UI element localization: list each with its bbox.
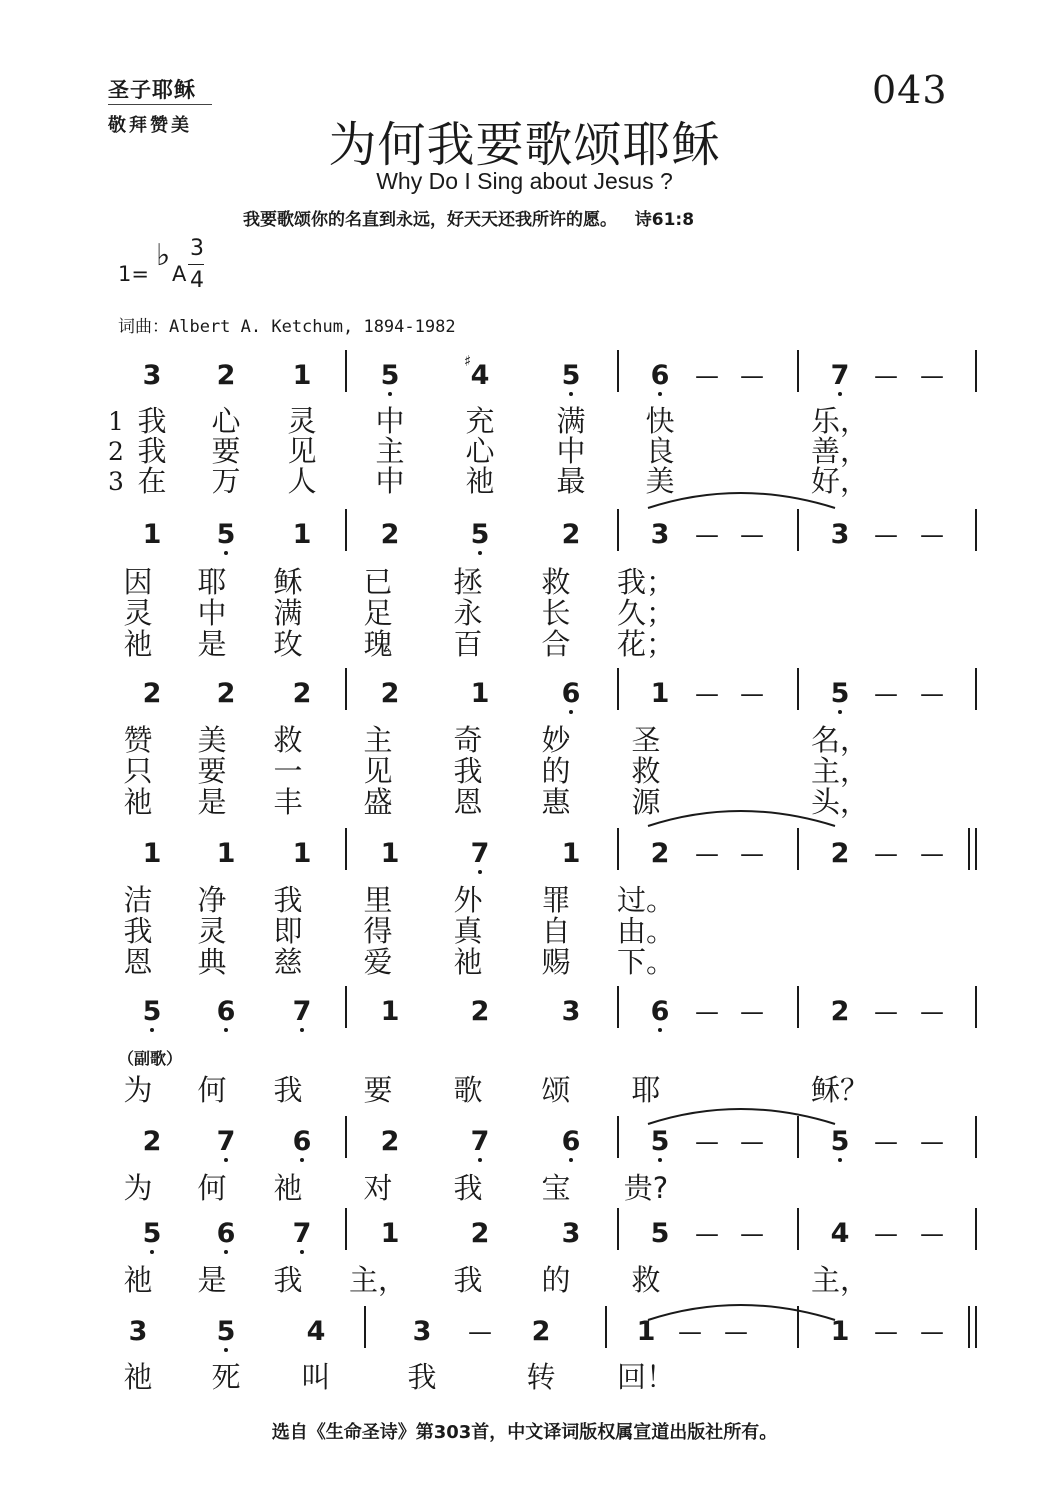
lyric-syllable: 中 [556, 434, 586, 468]
slur-arc [648, 493, 835, 508]
lyric-syllable: 为 [123, 1171, 153, 1205]
lyric-syllable: 净 [197, 883, 227, 917]
lyric-syllable: 由。 [616, 914, 676, 948]
note-numeral: 2 [561, 519, 581, 550]
note-numeral: 2 [216, 360, 236, 391]
sustain-dash: — [678, 1318, 702, 1346]
note-numeral: 7 [216, 1126, 236, 1157]
note-numeral: 2 [650, 838, 670, 869]
lyric-syllable: 源 [631, 785, 661, 819]
note-numeral: 6 [561, 678, 581, 709]
sustain-dash: — [920, 840, 944, 868]
sustain-dash: — [740, 521, 764, 549]
lyric-syllable: 在 [137, 464, 167, 498]
lyric-syllable: 典 [197, 945, 227, 979]
note-numeral: 6 [561, 1126, 581, 1157]
lyric-syllable: 主 [363, 723, 393, 757]
note-numeral: 6 [650, 360, 670, 391]
lyric-syllable: 我 [453, 754, 483, 788]
lyric-syllable: 贵? [623, 1171, 669, 1205]
time-signature-bottom: 4 [190, 268, 204, 293]
note-numeral: 1 [216, 838, 236, 869]
lyric-syllable: 祂 [123, 627, 153, 661]
lyric-syllable: 主， [810, 1263, 870, 1297]
note-numeral: 3 [128, 1316, 148, 1347]
note-numeral: 2 [380, 519, 400, 550]
lyric-syllable: 是 [197, 1263, 227, 1297]
lyric-syllable: 长 [541, 596, 571, 630]
note-numeral: 7 [292, 996, 312, 1027]
note-numeral: 5 [830, 1126, 850, 1157]
note-numeral: 1 [470, 678, 490, 709]
sustain-dash: — [740, 1128, 764, 1156]
key-prefix: 1= [118, 262, 149, 286]
lyric-syllable: 救 [273, 723, 303, 757]
note-numeral: 6 [216, 1218, 236, 1249]
note-numeral: 5 [216, 519, 236, 550]
sustain-dash: — [874, 680, 898, 708]
lyric-syllable: 对 [363, 1171, 393, 1205]
lyric-syllable: 灵 [197, 914, 227, 948]
lyric-syllable: 圣 [631, 723, 661, 757]
lyric-syllable: 我 [123, 914, 153, 948]
lyric-syllable: 洁 [123, 883, 153, 917]
slur-arc [648, 1109, 835, 1124]
note-numeral: 7 [830, 360, 850, 391]
lyric-syllable: 恩 [453, 785, 483, 819]
sustain-dash: — [920, 362, 944, 390]
lyric-syllable: 我 [453, 1263, 483, 1297]
lyric-syllable: 名， [810, 723, 870, 757]
note-numeral: 5 [380, 360, 400, 391]
footer-copyright: 选自《生命圣诗》第303首，中文译词版权属宣道出版社所有。 [271, 1422, 778, 1443]
lyric-syllable: 为 [123, 1073, 153, 1107]
lyric-syllable: 心 [211, 404, 241, 438]
lyric-syllable: 玫 [273, 627, 303, 661]
sustain-dash: — [740, 998, 764, 1026]
note-numeral: 3 [561, 996, 581, 1027]
lyric-syllable: 过。 [616, 883, 676, 917]
note-numeral: 2 [470, 1218, 490, 1249]
lyric-syllable: 颂 [541, 1073, 571, 1107]
lyric-syllable: 何 [197, 1171, 227, 1205]
sustain-dash: — [695, 840, 719, 868]
lyric-syllable: 满 [556, 404, 586, 438]
lyric-syllable: 瑰 [363, 627, 393, 661]
verse-number: 1 [108, 407, 124, 436]
lyric-syllable: 头， [810, 785, 870, 819]
time-signature-top: 3 [190, 236, 204, 261]
note-numeral: 6 [216, 996, 236, 1027]
note-numeral: 1 [650, 678, 670, 709]
english-title: Why Do I Sing about Jesus ? [376, 168, 673, 194]
sustain-dash: — [874, 362, 898, 390]
lyric-syllable: 歌 [453, 1073, 483, 1107]
lyric-syllable: 转 [526, 1360, 556, 1394]
lyric-syllable: 人 [287, 464, 317, 498]
note-numeral: 2 [470, 996, 490, 1027]
sustain-dash: — [874, 998, 898, 1026]
note-numeral: 1 [380, 996, 400, 1027]
lyric-syllable: 灵 [287, 404, 317, 438]
sustain-dash: — [920, 680, 944, 708]
note-numeral: 5 [216, 1316, 236, 1347]
lyric-syllable: 妙 [541, 723, 571, 757]
lyric-syllable: 我 [407, 1360, 437, 1394]
lyric-syllable: 百 [453, 627, 483, 661]
lyric-syllable: 死 [211, 1360, 241, 1394]
sustain-dash: — [920, 1128, 944, 1156]
lyric-syllable: 宝 [541, 1171, 571, 1205]
lyric-syllable: 心 [465, 434, 495, 468]
sustain-dash: — [920, 1318, 944, 1346]
sustain-dash: — [740, 1220, 764, 1248]
lyric-syllable: 救 [631, 754, 661, 788]
chorus-label: （副歌） [118, 1049, 183, 1068]
lyric-syllable: 要 [363, 1073, 393, 1107]
note-numeral: 7 [292, 1218, 312, 1249]
lyric-syllable: 要 [211, 434, 241, 468]
lyric-syllable: 赞 [123, 723, 153, 757]
note-numeral: 5 [142, 1218, 162, 1249]
note-numeral: 2 [830, 996, 850, 1027]
lyric-syllable: 我 [273, 883, 303, 917]
note-numeral: 2 [142, 678, 162, 709]
sustain-dash: — [920, 998, 944, 1026]
lyric-syllable: 的 [541, 754, 571, 788]
sustain-dash: — [740, 362, 764, 390]
lyric-syllable: 因 [123, 565, 153, 599]
lyric-syllable: 我 [137, 404, 167, 438]
lyric-syllable: 赐 [541, 945, 571, 979]
lyric-syllable: 好， [810, 464, 870, 498]
note-numeral: 5 [561, 360, 581, 391]
lyric-syllable: 一 [273, 754, 303, 788]
sharp-sign: ♯ [464, 352, 472, 370]
lyric-syllable: 恩 [123, 945, 153, 979]
lyric-syllable: 万 [211, 464, 241, 498]
lyric-syllable: 主， [810, 754, 870, 788]
lyric-syllable: 乐， [810, 404, 870, 438]
lyric-syllable: 稣？ [810, 1073, 870, 1107]
lyric-syllable: 耶 [631, 1073, 661, 1107]
composer-credit: 词曲：Albert A. Ketchum, 1894-1982 [118, 317, 456, 337]
lyric-syllable: 即 [273, 914, 303, 948]
scripture-verse: 我要歌颂你的名直到永远，好天天还我所许的愿。 诗61:8 [243, 210, 695, 230]
sustain-dash: — [740, 680, 764, 708]
lyric-syllable: 祂 [273, 1171, 303, 1205]
lyric-syllable: 丰 [273, 785, 303, 819]
lyric-syllable: 是 [197, 627, 227, 661]
key-flat-sign: ♭ [156, 238, 171, 273]
note-numeral: 4 [306, 1316, 326, 1347]
sustain-dash: — [874, 521, 898, 549]
lyric-syllable: 充 [465, 404, 495, 438]
lyric-syllable: 的 [541, 1263, 571, 1297]
note-numeral: 4 [470, 360, 490, 391]
lyric-syllable: 祂 [453, 945, 483, 979]
note-numeral: 6 [650, 996, 670, 1027]
note-numeral: 1 [292, 519, 312, 550]
lyric-syllable: 主， [348, 1263, 408, 1297]
lyric-syllable: 中 [375, 404, 405, 438]
note-numeral: 2 [216, 678, 236, 709]
note-numeral: 1 [380, 1218, 400, 1249]
lyric-syllable: 善， [810, 434, 870, 468]
note-numeral: 5 [470, 519, 490, 550]
lyric-syllable: 何 [197, 1073, 227, 1107]
note-numeral: 1 [830, 1316, 850, 1347]
lyric-syllable: 要 [197, 754, 227, 788]
lyric-syllable: 惠 [541, 785, 571, 819]
lyric-syllable: 稣 [273, 565, 303, 599]
note-numeral: 3 [561, 1218, 581, 1249]
note-numeral: 5 [830, 678, 850, 709]
lyric-syllable: 下。 [616, 945, 676, 979]
note-numeral: 3 [650, 519, 670, 550]
lyric-syllable: 见 [287, 434, 317, 468]
sustain-dash: — [695, 521, 719, 549]
lyric-syllable: 得 [363, 914, 393, 948]
lyric-syllable: 祂 [123, 1263, 153, 1297]
lyric-syllable: 回！ [616, 1360, 676, 1394]
note-numeral: 2 [380, 678, 400, 709]
lyric-syllable: 花； [616, 627, 676, 661]
sustain-dash: — [695, 680, 719, 708]
note-numeral: 1 [561, 838, 581, 869]
lyric-syllable: 我 [453, 1171, 483, 1205]
hymn-number: 043 [872, 68, 948, 112]
note-numeral: 2 [830, 838, 850, 869]
key-letter: A [172, 262, 187, 286]
sustain-dash: — [874, 1318, 898, 1346]
lyric-syllable: 见 [363, 754, 393, 788]
sustain-dash: — [920, 521, 944, 549]
verse-number: 3 [108, 467, 124, 496]
note-numeral: 1 [636, 1316, 656, 1347]
lyric-syllable: 爱 [363, 945, 393, 979]
sustain-dash: — [874, 840, 898, 868]
lyric-syllable: 快 [645, 404, 675, 438]
lyric-syllable: 已 [363, 565, 393, 599]
note-numeral: 5 [650, 1126, 670, 1157]
lyric-syllable: 祂 [465, 464, 495, 498]
lyric-syllable: 足 [363, 596, 393, 630]
lyric-syllable: 外 [453, 883, 483, 917]
lyric-syllable: 盛 [363, 785, 393, 819]
note-numeral: 1 [142, 838, 162, 869]
sustain-dash: — [874, 1220, 898, 1248]
note-numeral: 5 [142, 996, 162, 1027]
slur-arc [648, 811, 835, 826]
lyric-syllable: 主 [375, 434, 405, 468]
note-numeral: 1 [292, 360, 312, 391]
lyric-syllable: 中 [197, 596, 227, 630]
note-numeral: 3 [830, 519, 850, 550]
sustain-dash: — [695, 1220, 719, 1248]
note-numeral: 7 [470, 838, 490, 869]
note-numeral: 3 [142, 360, 162, 391]
lyric-syllable: 我 [273, 1073, 303, 1107]
lyric-syllable: 只 [123, 754, 153, 788]
note-numeral: 2 [292, 678, 312, 709]
sustain-dash: — [695, 998, 719, 1026]
note-numeral: 2 [531, 1316, 551, 1347]
sustain-dash: — [920, 1220, 944, 1248]
lyric-syllable: 奇 [453, 723, 483, 757]
lyric-syllable: 我 [273, 1263, 303, 1297]
verse-number: 2 [108, 437, 124, 466]
lyric-syllable: 叫 [301, 1360, 331, 1394]
sustain-dash: — [740, 840, 764, 868]
note-numeral: 1 [142, 519, 162, 550]
lyric-syllable: 美 [645, 464, 675, 498]
lyric-syllable: 合 [541, 627, 571, 661]
lyric-syllable: 灵 [123, 596, 153, 630]
note-numeral: 7 [470, 1126, 490, 1157]
note-numeral: 1 [292, 838, 312, 869]
note-numeral: 6 [292, 1126, 312, 1157]
category-secondary: 敬拜赞美 [108, 115, 192, 136]
lyric-syllable: 救 [541, 565, 571, 599]
lyric-syllable: 里 [363, 883, 393, 917]
lyric-syllable: 自 [541, 914, 571, 948]
page-title: 为何我要歌颂耶稣 [328, 117, 721, 173]
sustain-dash: — [468, 1318, 492, 1346]
lyric-syllable: 最 [556, 464, 586, 498]
lyric-syllable: 罪 [541, 883, 571, 917]
lyric-syllable: 美 [197, 723, 227, 757]
note-numeral: 2 [380, 1126, 400, 1157]
lyric-syllable: 满 [273, 596, 303, 630]
lyric-syllable: 是 [197, 785, 227, 819]
note-numeral: 1 [380, 838, 400, 869]
lyric-syllable: 救 [631, 1263, 661, 1297]
sustain-dash: — [695, 1128, 719, 1156]
lyric-syllable: 中 [375, 464, 405, 498]
note-numeral: 4 [830, 1218, 850, 1249]
lyric-syllable: 我； [616, 565, 676, 599]
lyric-syllable: 耶 [197, 565, 227, 599]
lyric-syllable: 我 [137, 434, 167, 468]
note-numeral: 2 [142, 1126, 162, 1157]
lyric-syllable: 拯 [453, 565, 483, 599]
category-primary: 圣子耶稣 [108, 78, 196, 102]
lyric-syllable: 真 [453, 914, 483, 948]
note-numeral: 5 [650, 1218, 670, 1249]
lyric-syllable: 良 [645, 434, 675, 468]
sustain-dash: — [695, 362, 719, 390]
lyric-syllable: 祂 [123, 785, 153, 819]
lyric-syllable: 久； [616, 596, 676, 630]
lyric-syllable: 永 [453, 596, 483, 630]
lyric-syllable: 祂 [123, 1360, 153, 1394]
lyric-syllable: 慈 [273, 945, 303, 979]
sustain-dash: — [724, 1318, 748, 1346]
sustain-dash: — [874, 1128, 898, 1156]
slur-arc [648, 1305, 835, 1320]
note-numeral: 3 [412, 1316, 432, 1347]
